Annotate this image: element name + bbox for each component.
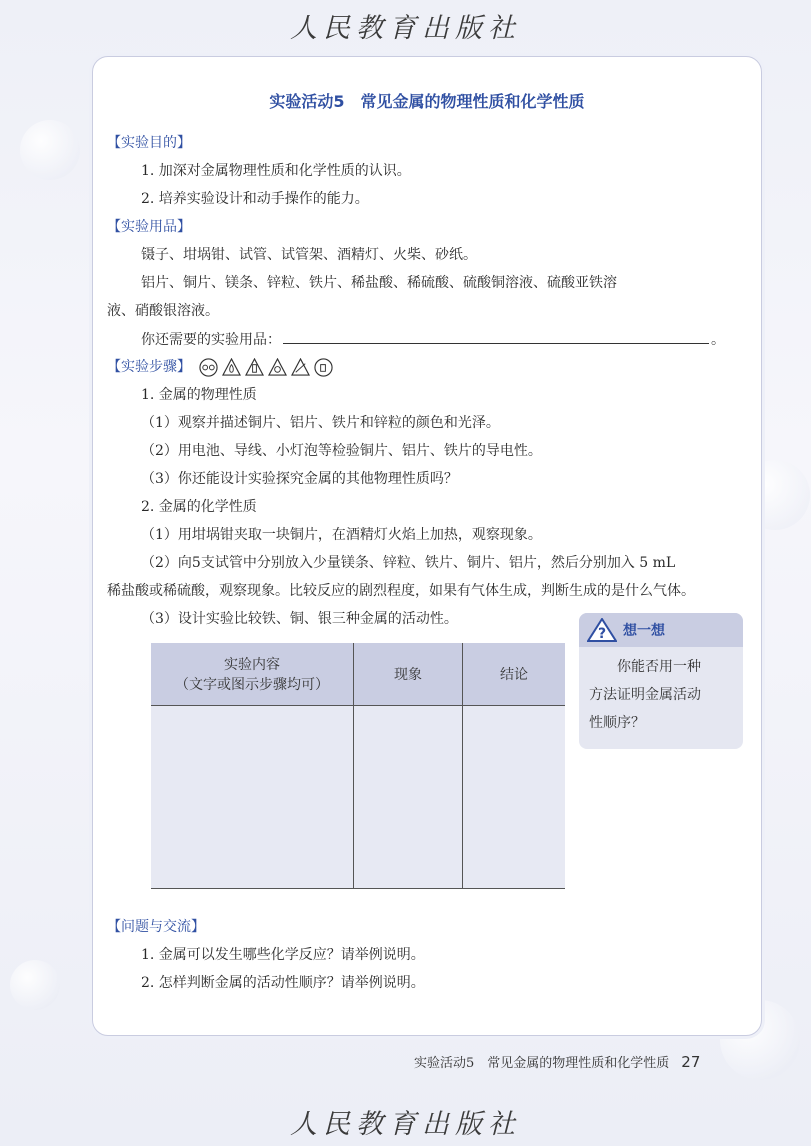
purpose-item-2: 2. 培养实验设计和动手操作的能力。 xyxy=(141,191,369,207)
materials-line-3: 液、硝酸银溶液。 xyxy=(107,303,219,319)
table-cell-conclusion[interactable] xyxy=(463,706,566,889)
page-footer xyxy=(414,1052,700,1071)
materials-blank-line xyxy=(141,329,725,350)
steps-c3: （3）设计实验比较铁、铜、银三种金属的活动性。 xyxy=(141,611,458,627)
hand-wash-icon xyxy=(268,358,287,377)
think-title: 想一想 xyxy=(623,623,665,639)
steps-s1: （1）观察并描述铜片、铝片、铁片和锌粒的颜色和光泽。 xyxy=(141,415,500,431)
steps-c2b: 稀盐酸或稀硫酸，观察现象。比较反应的剧烈程度，如果有气体生成，判断生成的是什么气体。 xyxy=(107,583,695,599)
steps-s2: （2）用电池、导线、小灯泡等检验铜片、铝片、铁片的导电性。 xyxy=(141,443,542,459)
think-line-1: 你能否用一种 xyxy=(617,659,701,675)
question-2: 2. 怎样判断金属的活动性顺序？请举例说明。 xyxy=(141,975,425,991)
purpose-item-1: 1. 加深对金属物理性质和化学性质的认识。 xyxy=(141,163,411,179)
steps-heading-row xyxy=(107,357,333,377)
materials-fill-blank[interactable] xyxy=(283,329,709,344)
table-header-conclusion: 结论 xyxy=(463,643,566,706)
materials-line-2: 铝片、铜片、镁条、锌粒、铁片、稀盐酸、稀硫酸、硫酸铜溶液、硫酸亚铁溶 xyxy=(141,275,617,291)
steps-sub-2: 2. 金属的化学性质 xyxy=(141,499,257,515)
running-title: 实验活动5 常见金属的物理性质和化学性质 xyxy=(414,1056,670,1071)
questions-heading: 【问题与交流】 xyxy=(107,919,205,935)
fire-safety-icon xyxy=(314,358,333,377)
steps-c2a: （2）向5支试管中分别放入少量镁条、锌粒、铁片、铜片、铝片，然后分别加入 5 mL xyxy=(141,555,676,571)
page-number: 27 xyxy=(681,1053,701,1071)
think-line-3: 性顺序？ xyxy=(589,715,645,731)
goggles-icon xyxy=(199,358,218,377)
question-triangle-icon xyxy=(587,618,617,642)
think-header xyxy=(579,613,743,647)
table-cell-phenomenon[interactable] xyxy=(354,706,463,889)
publisher-logo-bottom: 人民教育出版社 xyxy=(290,1109,521,1140)
materials-blank-prefix: 你还需要的实验用品： xyxy=(141,332,281,348)
question-1: 1. 金属可以发生哪些化学反应？请举例说明。 xyxy=(141,947,425,963)
waste-icon xyxy=(291,358,310,377)
steps-heading: 【实验步骤】 xyxy=(107,359,191,375)
table-cell-content[interactable] xyxy=(151,706,354,889)
steps-sub-1: 1. 金属的物理性质 xyxy=(141,387,257,403)
materials-line-1: 镊子、坩埚钳、试管、试管架、酒精灯、火柴、砂纸。 xyxy=(141,247,477,263)
think-line-2: 方法证明金属活动 xyxy=(589,687,701,703)
publisher-logo-top: 人民教育出版社 xyxy=(290,13,521,44)
steps-s3: （3）你还能设计实验探究金属的其他物理性质吗？ xyxy=(141,471,458,487)
table-header-content: 实验内容 （文字或图示步骤均可） xyxy=(151,643,354,706)
table-header-phenomenon: 现象 xyxy=(354,643,463,706)
record-table xyxy=(151,643,565,889)
materials-heading: 【实验用品】 xyxy=(107,219,191,235)
steps-c1: （1）用坩埚钳夹取一块铜片，在酒精灯火焰上加热，观察现象。 xyxy=(141,527,542,543)
content-card xyxy=(92,56,762,1036)
page-title: 实验活动5 常见金属的物理性质和化学性质 xyxy=(269,92,585,111)
materials-blank-suffix: 。 xyxy=(711,332,725,348)
purpose-heading: 【实验目的】 xyxy=(107,135,191,151)
flame-icon xyxy=(222,358,241,377)
think-box xyxy=(579,613,743,749)
heat-icon xyxy=(245,358,264,377)
svg-text:?: ? xyxy=(597,626,607,642)
